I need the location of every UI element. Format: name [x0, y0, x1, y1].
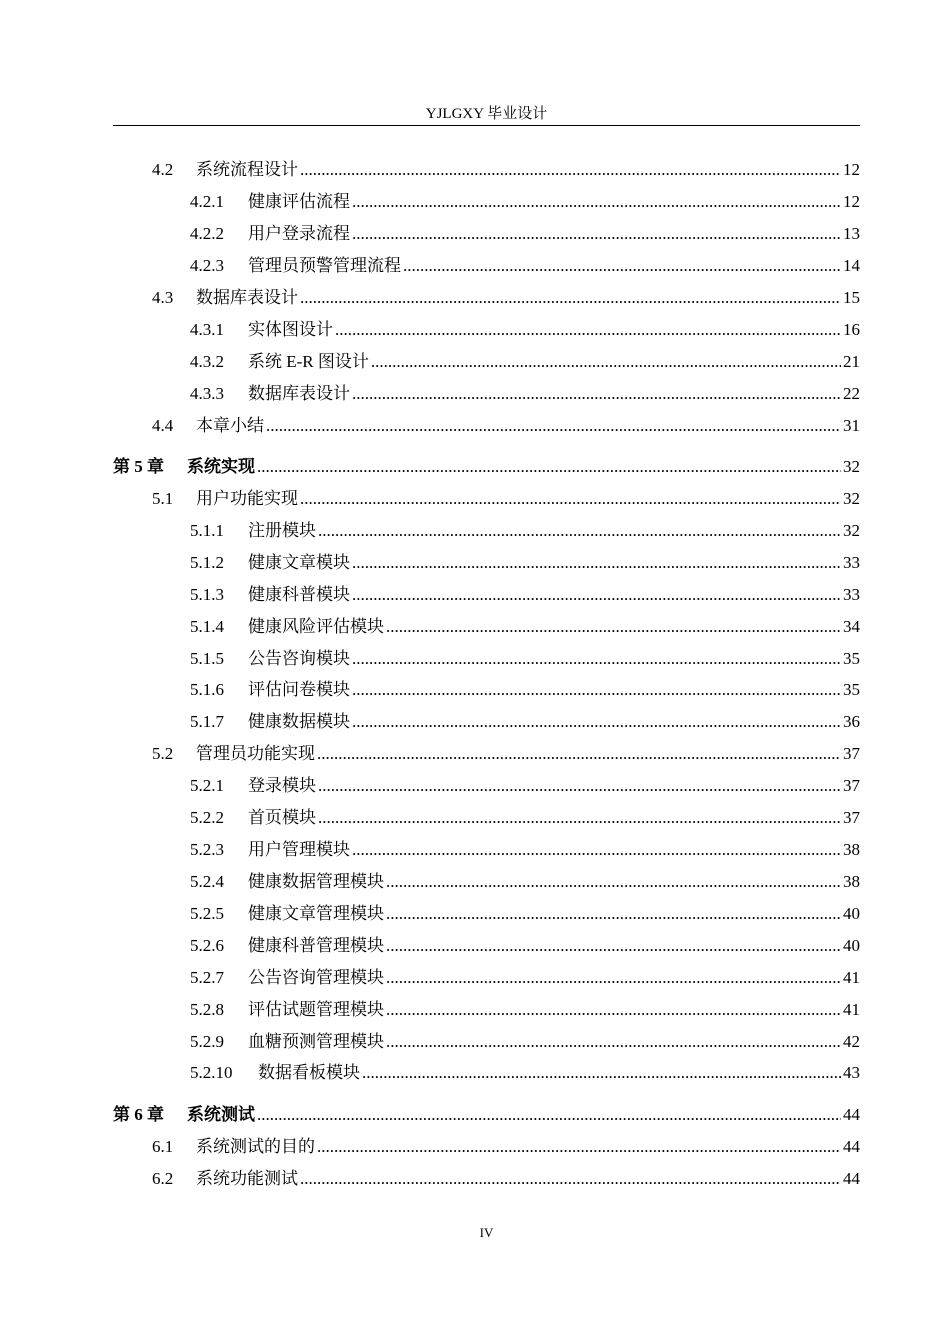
toc-entry-number: 5.1.4	[190, 617, 224, 636]
toc-entry[interactable]	[190, 774, 860, 798]
toc-entry-title: 系统功能测试	[196, 1169, 298, 1188]
toc-entry[interactable]	[152, 414, 860, 438]
toc-entry-page: 32	[843, 521, 860, 540]
toc-entry-number: 5.2.3	[190, 840, 224, 859]
toc-entry[interactable]	[190, 1030, 860, 1054]
toc-entry[interactable]	[190, 190, 860, 214]
toc-entry-title: 公告咨询模块	[248, 649, 350, 668]
toc-dot-leader	[362, 1061, 841, 1085]
toc-dot-leader	[386, 902, 841, 926]
toc-entry[interactable]	[190, 254, 860, 278]
toc-entry-number: 6.2	[152, 1169, 174, 1188]
toc-dot-leader	[318, 806, 841, 830]
toc-entry-page: 44	[843, 1105, 860, 1124]
toc-entry[interactable]	[152, 158, 860, 182]
toc-entry-title: 用户管理模块	[248, 840, 350, 859]
toc-entry[interactable]	[190, 838, 860, 862]
toc-entry[interactable]	[190, 710, 860, 734]
toc-entry-title: 系统流程设计	[196, 160, 298, 179]
toc-entry-number: 5.1.7	[190, 712, 224, 731]
toc-entry-title: 首页模块	[248, 808, 316, 827]
toc-entry-title: 健康文章管理模块	[248, 904, 384, 923]
toc-entry-page: 41	[843, 1000, 860, 1019]
toc-entry[interactable]	[190, 934, 860, 958]
toc-entry-title: 健康科普管理模块	[248, 936, 384, 955]
toc-entry-page: 35	[843, 649, 860, 668]
toc-dot-leader	[318, 519, 841, 543]
toc-entry-title: 健康科普模块	[248, 585, 350, 604]
toc-entry-title: 健康数据管理模块	[248, 872, 384, 891]
toc-entry-page: 36	[843, 712, 860, 731]
toc-dot-leader	[335, 318, 841, 342]
toc-dot-leader	[317, 742, 841, 766]
toc-dot-leader	[386, 934, 841, 958]
toc-entry-title: 血糖预测管理模块	[248, 1032, 384, 1051]
toc-entry[interactable]	[190, 806, 860, 830]
toc-entry-title: 系统测试的目的	[196, 1137, 315, 1156]
toc-entry-number: 5.2.1	[190, 776, 224, 795]
toc-entry-title: 用户功能实现	[196, 489, 298, 508]
toc-entry[interactable]	[190, 318, 860, 342]
toc-entry-title: 系统测试	[187, 1105, 255, 1124]
toc-entry[interactable]	[190, 615, 860, 639]
toc-entry-number: 4.3.1	[190, 320, 224, 339]
toc-dot-leader	[352, 710, 841, 734]
toc-entry-page: 37	[843, 776, 860, 795]
toc-dot-leader	[386, 615, 841, 639]
toc-entry-title: 数据库表设计	[196, 288, 298, 307]
toc-entry-title: 实体图设计	[248, 320, 333, 339]
toc-entry-number: 第 6 章	[113, 1105, 164, 1124]
toc-entry-title: 管理员预警管理流程	[248, 256, 401, 275]
toc-entry-number: 5.2.4	[190, 872, 224, 891]
toc-entry-page: 42	[843, 1032, 860, 1051]
toc-entry-number: 5.2.6	[190, 936, 224, 955]
toc-entry-page: 35	[843, 680, 860, 699]
toc-entry-page: 41	[843, 968, 860, 987]
toc-entry-number: 4.2	[152, 160, 174, 179]
toc-entry-page: 40	[843, 904, 860, 923]
toc-dot-leader	[371, 350, 841, 374]
toc-dot-leader	[300, 286, 841, 310]
toc-entry-page: 32	[843, 457, 860, 476]
toc-entry[interactable]	[190, 870, 860, 894]
toc-entry[interactable]	[190, 583, 860, 607]
toc-entry[interactable]	[152, 1167, 860, 1191]
toc-entry-title: 公告咨询管理模块	[248, 968, 384, 987]
toc-entry-number: 5.2.9	[190, 1032, 224, 1051]
toc-entry-number: 5.2.7	[190, 968, 224, 987]
toc-dot-leader	[318, 774, 841, 798]
toc-dot-leader	[352, 647, 841, 671]
toc-entry-page: 37	[843, 808, 860, 827]
toc-entry-page: 14	[843, 256, 860, 275]
toc-entry-page: 44	[843, 1169, 860, 1188]
toc-entry[interactable]	[113, 455, 860, 479]
toc-entry[interactable]	[152, 1135, 860, 1159]
page-header: YJLGXY 毕业设计	[425, 106, 548, 122]
toc-entry[interactable]	[190, 519, 860, 543]
toc-dot-leader	[386, 1030, 841, 1054]
toc-entry-title: 健康数据模块	[248, 712, 350, 731]
toc-entry-title: 本章小结	[196, 416, 264, 435]
toc-entry-page: 16	[843, 320, 860, 339]
toc-entry-page: 13	[843, 224, 860, 243]
toc-entry-number: 4.2.1	[190, 192, 224, 211]
toc-dot-leader	[352, 583, 841, 607]
toc-entry-page: 44	[843, 1137, 860, 1156]
toc-entry[interactable]	[190, 350, 860, 374]
toc-entry[interactable]	[190, 902, 860, 926]
toc-dot-leader	[403, 254, 841, 278]
toc-entry-number: 4.3	[152, 288, 174, 307]
toc-dot-leader	[300, 1167, 841, 1191]
toc-dot-leader	[352, 838, 841, 862]
toc-entry-title: 评估问卷模块	[248, 680, 350, 699]
toc-entry-title: 健康评估流程	[248, 192, 350, 211]
toc-dot-leader	[317, 1135, 841, 1159]
toc-entry[interactable]	[190, 966, 860, 990]
toc-entry-title: 管理员功能实现	[196, 744, 315, 763]
toc-dot-leader	[352, 382, 841, 406]
toc-dot-leader	[257, 455, 841, 479]
toc-dot-leader	[300, 487, 841, 511]
toc-dot-leader	[352, 190, 841, 214]
toc-entry-page: 37	[843, 744, 860, 763]
toc-entry-number: 5.2.10	[190, 1063, 233, 1082]
toc-entry-number: 4.3.2	[190, 352, 224, 371]
toc-entry-page: 12	[843, 160, 860, 179]
toc-entry-number: 5.1	[152, 489, 174, 508]
toc-entry-number: 5.2.8	[190, 1000, 224, 1019]
toc-entry[interactable]	[152, 742, 860, 766]
toc-dot-leader	[257, 1103, 841, 1127]
toc-entry-number: 5.2.2	[190, 808, 224, 827]
toc-entry-number: 第 5 章	[113, 457, 164, 476]
toc-entry[interactable]	[190, 998, 860, 1022]
toc-entry[interactable]	[190, 382, 860, 406]
toc-entry[interactable]	[190, 551, 860, 575]
toc-entry-page: 12	[843, 192, 860, 211]
toc-entry-page: 32	[843, 489, 860, 508]
toc-entry-number: 5.1.5	[190, 649, 224, 668]
toc-entry[interactable]	[190, 1061, 860, 1085]
toc-entry-page: 33	[843, 585, 860, 604]
toc-entry-number: 5.1.6	[190, 680, 224, 699]
toc-entry-number: 4.3.3	[190, 384, 224, 403]
toc-entry[interactable]	[152, 487, 860, 511]
toc-dot-leader	[300, 158, 841, 182]
toc-entry-page: 31	[843, 416, 860, 435]
toc-entry-page: 43	[843, 1063, 860, 1082]
toc-entry-title: 数据库表设计	[248, 384, 350, 403]
toc-dot-leader	[266, 414, 841, 438]
toc-entry[interactable]	[113, 1103, 860, 1127]
toc-dot-leader	[386, 998, 841, 1022]
toc-dot-leader	[386, 870, 841, 894]
toc-entry-title: 健康风险评估模块	[248, 617, 384, 636]
toc-entry-page: 34	[843, 617, 860, 636]
toc-entry-number: 5.1.2	[190, 553, 224, 572]
toc-entry-title: 系统 E-R 图设计	[248, 352, 369, 371]
toc-entry-title: 评估试题管理模块	[248, 1000, 384, 1019]
toc-entry[interactable]	[190, 222, 860, 246]
toc-entry-page: 33	[843, 553, 860, 572]
toc-dot-leader	[352, 222, 841, 246]
toc-entry-title: 健康文章模块	[248, 553, 350, 572]
toc-dot-leader	[386, 966, 841, 990]
toc-entry-page: 22	[843, 384, 860, 403]
toc-entry-page: 38	[843, 840, 860, 859]
toc-entry[interactable]	[190, 647, 860, 671]
toc-entry-number: 4.2.3	[190, 256, 224, 275]
toc-entry-title: 数据看板模块	[258, 1063, 360, 1082]
toc-entry[interactable]	[190, 678, 860, 702]
toc-entry-page: 21	[843, 352, 860, 371]
toc-entry-number: 5.2.5	[190, 904, 224, 923]
toc-entry-page: 40	[843, 936, 860, 955]
toc-entry-title: 系统实现	[187, 457, 255, 476]
toc-entry-number: 4.2.2	[190, 224, 224, 243]
toc-entry-number: 4.4	[152, 416, 174, 435]
toc-entry-title: 注册模块	[248, 521, 316, 540]
toc-entry-page: 38	[843, 872, 860, 891]
toc-entry-number: 5.2	[152, 744, 174, 763]
toc-entry-number: 5.1.3	[190, 585, 224, 604]
toc-dot-leader	[352, 551, 841, 575]
toc-dot-leader	[352, 678, 841, 702]
toc-entry-title: 登录模块	[248, 776, 316, 795]
toc-entry-page: 15	[843, 288, 860, 307]
page-number: IV	[479, 1225, 494, 1240]
toc-entry-title: 用户登录流程	[248, 224, 350, 243]
toc-entry-number: 5.1.1	[190, 521, 224, 540]
toc-entry[interactable]	[152, 286, 860, 310]
toc-entry-number: 6.1	[152, 1137, 174, 1156]
